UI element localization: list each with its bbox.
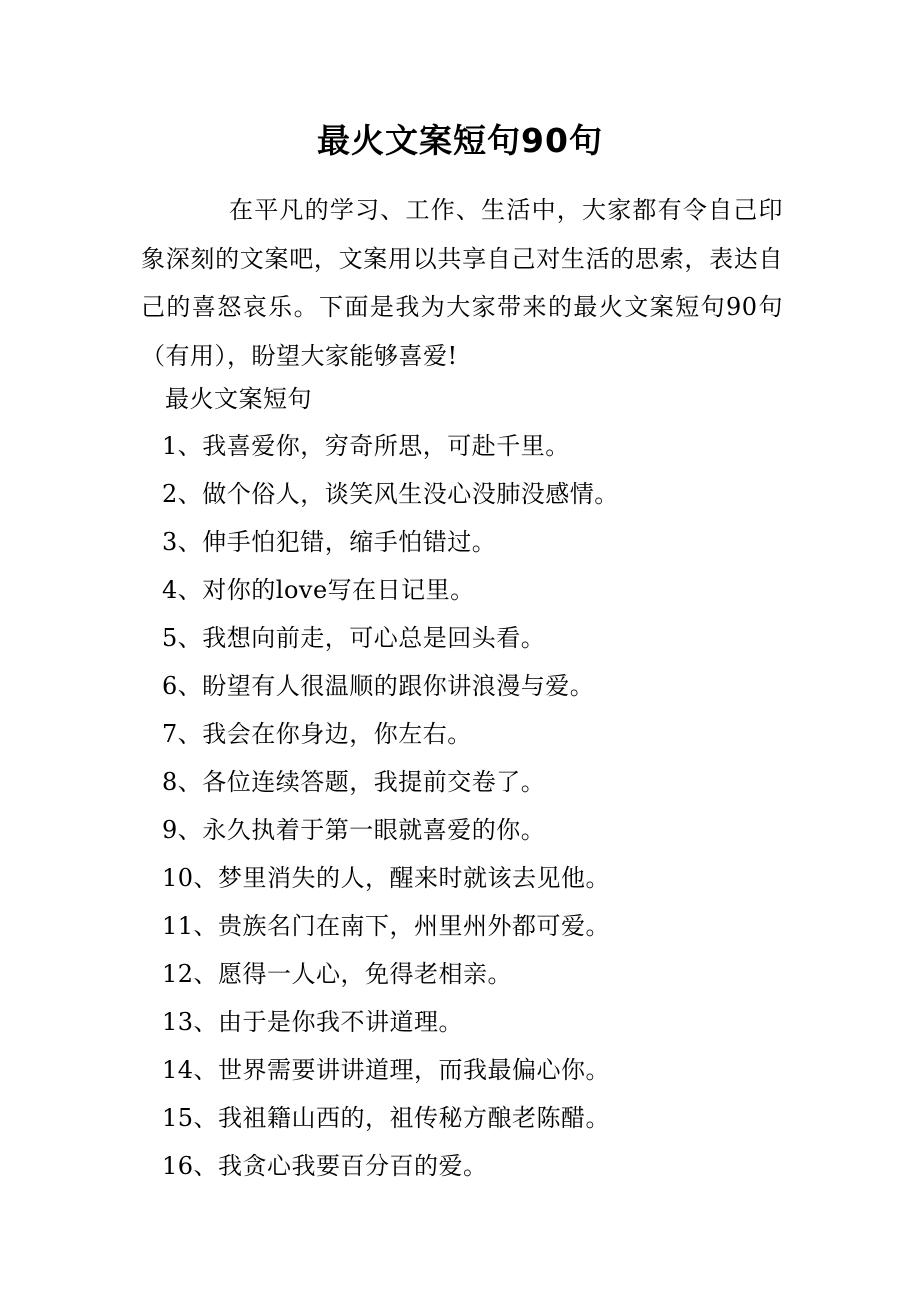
quote-item: 15、我祖籍山西的，祖传秘方酿老陈醋。 — [162, 1104, 611, 1132]
quote-item: 14、世界需要讲讲道理，而我最偏心你。 — [162, 1056, 611, 1084]
quote-item: 7、我会在你身边，你左右。 — [162, 720, 472, 748]
quote-item: 3、伸手怕犯错，缩手怕错过。 — [162, 528, 497, 556]
quote-item: 4、对你的love写在日记里。 — [162, 576, 475, 604]
quote-item: 5、我想向前走，可心总是回头看。 — [162, 624, 546, 652]
quote-item: 1、我喜爱你，穷奇所思，可赴千里。 — [162, 432, 570, 460]
quote-list — [162, 424, 802, 1192]
quote-item: 2、做个俗人，谈笑风生没心没肺没感情。 — [162, 480, 619, 508]
quote-item: 13、由于是你我不讲道理。 — [162, 1008, 464, 1036]
quote-item: 16、我贪心我要百分百的爱。 — [162, 1152, 488, 1180]
intro-paragraph: 在平凡的学习、工作、生活中，大家都有令自己印象深刻的文案吧，文案用以共享自己对生活的思索，表达自己的喜怒哀乐。下面是我为大家带来的最火文案短句90句（有用），盼望大家能够喜爱! — [141, 196, 783, 370]
quote-item: 6、盼望有人很温顺的跟你讲浪漫与爱。 — [162, 672, 595, 700]
quote-item: 9、永久执着于第一眼就喜爱的你。 — [162, 816, 546, 844]
quote-item: 11、贵族名门在南下，州里州外都可爱。 — [162, 912, 611, 940]
section-heading: 最火文案短句 — [165, 385, 312, 413]
quote-item: 12、愿得一人心，免得老相亲。 — [162, 960, 513, 988]
document-title: 最火文案短句90句 — [317, 121, 603, 160]
quote-item: 8、各位连续答题，我提前交卷了。 — [162, 768, 546, 796]
quote-item: 10、梦里消失的人，醒来时就该去见他。 — [162, 864, 611, 892]
